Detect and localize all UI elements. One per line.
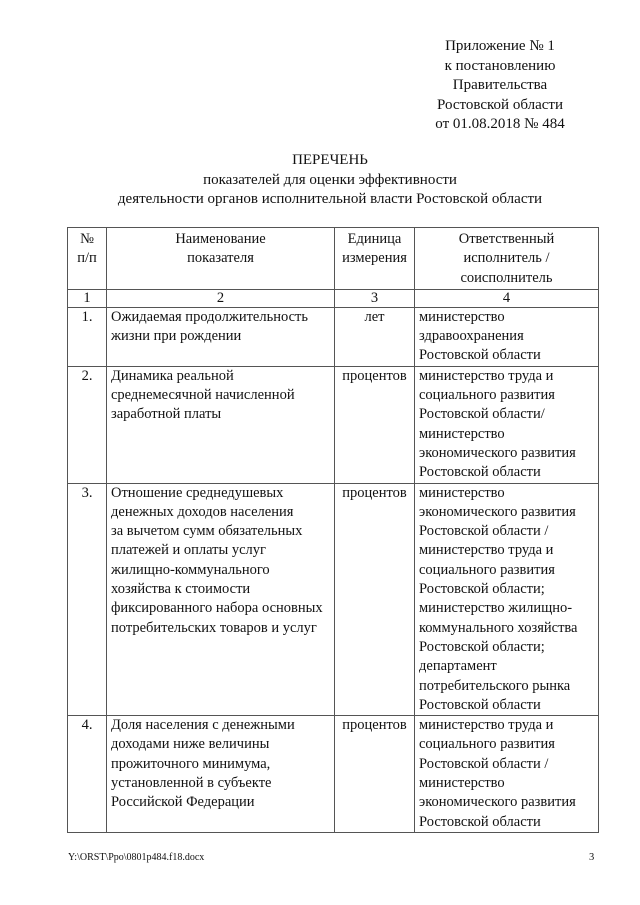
appendix-line: Ростовской области	[437, 96, 563, 113]
responsible-executor-line: Ростовской области	[419, 347, 541, 364]
indicator-name-line: фиксированного набора основных	[111, 600, 323, 617]
table-row	[68, 716, 599, 833]
indicator-name-line: заработной платы	[111, 406, 222, 423]
unit-of-measure: процентов	[335, 716, 415, 833]
header-responsible: Ответственный исполнитель / соисполнитель	[415, 228, 599, 290]
indicator-name-line: платежей и оплаты услуг	[111, 542, 266, 559]
indicator-name	[107, 307, 335, 366]
responsible-executor-line: здравоохранения	[419, 328, 524, 345]
responsible-executor-line: министерство	[419, 425, 505, 442]
responsible-executor-line: социального развития	[419, 387, 555, 404]
indicator-name-line: Доля населения с денежными	[111, 717, 295, 734]
indicator-name-line: установленной в субъекте	[111, 775, 272, 792]
responsible-executor-line: Ростовской области;	[419, 581, 545, 598]
row-number: 2.	[68, 366, 107, 483]
indicator-name-line: жилищно-коммунального	[111, 561, 270, 578]
column-number: 3	[335, 289, 415, 307]
indicator-name-line: жизни при рождении	[111, 328, 242, 345]
footer-file-path: Y:\ORST\Ppo\0801p484.f18.docx	[68, 852, 205, 863]
appendix-block	[400, 37, 600, 135]
indicator-name-line: Ожидаемая продолжительность	[111, 308, 308, 325]
indicator-name-line: хозяйства к стоимости	[111, 581, 251, 598]
indicator-name-line: Динамика реальной	[111, 367, 234, 384]
responsible-executor-line: Ростовской области /	[419, 523, 549, 540]
indicator-name-line: доходами ниже величины	[111, 736, 270, 753]
responsible-executor-line: Ростовской области;	[419, 638, 545, 655]
responsible-executor	[415, 483, 599, 716]
responsible-executor-line: министерство	[419, 775, 505, 792]
responsible-executor-line: Ростовской области/	[419, 406, 545, 423]
unit-of-measure: процентов	[335, 366, 415, 483]
header-name: Наименование показателя	[107, 228, 335, 290]
responsible-executor-line: потребительского рынка	[419, 677, 571, 694]
responsible-executor-line: министерство труда и	[419, 367, 554, 384]
indicator-name	[107, 716, 335, 833]
table-row	[68, 483, 599, 716]
appendix-line: от 01.08.2018 № 484	[435, 116, 565, 133]
responsible-executor-line: экономического развития	[419, 503, 576, 520]
indicator-name-line: Отношение среднедушевых	[111, 484, 284, 501]
indicator-name-line: потребительских товаров и услуг	[111, 619, 317, 636]
responsible-executor-line: Ростовской области	[419, 696, 541, 713]
responsible-executor-line: Ростовской области /	[419, 755, 549, 772]
document-title: ПЕРЕЧЕНЬ	[292, 152, 368, 168]
responsible-executor-line: социального развития	[419, 561, 555, 578]
indicator-name-line: за вычетом сумм обязательных	[111, 523, 303, 540]
responsible-executor	[415, 716, 599, 833]
document-subtitle-line: деятельности органов исполнительной власти Ростовской области	[117, 191, 543, 207]
appendix-line: к постановлению	[444, 57, 556, 74]
header-unit: Единица измерения	[335, 228, 415, 290]
column-number: 1	[68, 289, 107, 307]
appendix-line: Правительства	[452, 77, 548, 94]
responsible-executor-line: министерство жилищно-	[419, 600, 573, 617]
responsible-executor	[415, 307, 599, 366]
responsible-executor-line: коммунального хозяйства	[419, 619, 578, 636]
page-number: 3	[589, 852, 595, 863]
document-heading	[60, 151, 600, 210]
header-num: № п/п	[68, 228, 107, 290]
indicator-name-line: Российской Федерации	[111, 794, 255, 811]
row-number: 3.	[68, 483, 107, 716]
table-row	[68, 307, 599, 366]
column-number: 4	[415, 289, 599, 307]
indicators-table	[67, 227, 599, 833]
indicator-name	[107, 366, 335, 483]
responsible-executor-line: экономического развития	[419, 794, 576, 811]
column-number-row	[68, 289, 599, 307]
table-header-row	[68, 228, 599, 290]
document-subtitle-line: показателей для оценки эффективности	[203, 171, 457, 188]
unit-of-measure: процентов	[335, 483, 415, 716]
responsible-executor-line: экономического развития	[419, 444, 576, 461]
appendix-line: Приложение № 1	[445, 38, 555, 54]
responsible-executor-line: министерство труда и	[419, 542, 554, 559]
indicator-name-line: среднемесячной начисленной	[111, 387, 295, 404]
row-number: 1.	[68, 307, 107, 366]
unit-of-measure: лет	[335, 307, 415, 366]
table-row	[68, 366, 599, 483]
column-number: 2	[107, 289, 335, 307]
indicator-name	[107, 483, 335, 716]
indicator-name-line: прожиточного минимума,	[111, 755, 271, 772]
responsible-executor-line: Ростовской области	[419, 813, 541, 830]
indicator-name-line: денежных доходов населения	[111, 503, 294, 520]
responsible-executor-line: Ростовской области	[419, 464, 541, 481]
responsible-executor-line: министерство труда и	[419, 717, 554, 734]
responsible-executor-line: министерство	[419, 308, 505, 325]
responsible-executor-line: министерство	[419, 484, 505, 501]
responsible-executor-line: социального развития	[419, 736, 555, 753]
responsible-executor	[415, 366, 599, 483]
responsible-executor-line: департамент	[419, 658, 497, 675]
row-number: 4.	[68, 716, 107, 833]
